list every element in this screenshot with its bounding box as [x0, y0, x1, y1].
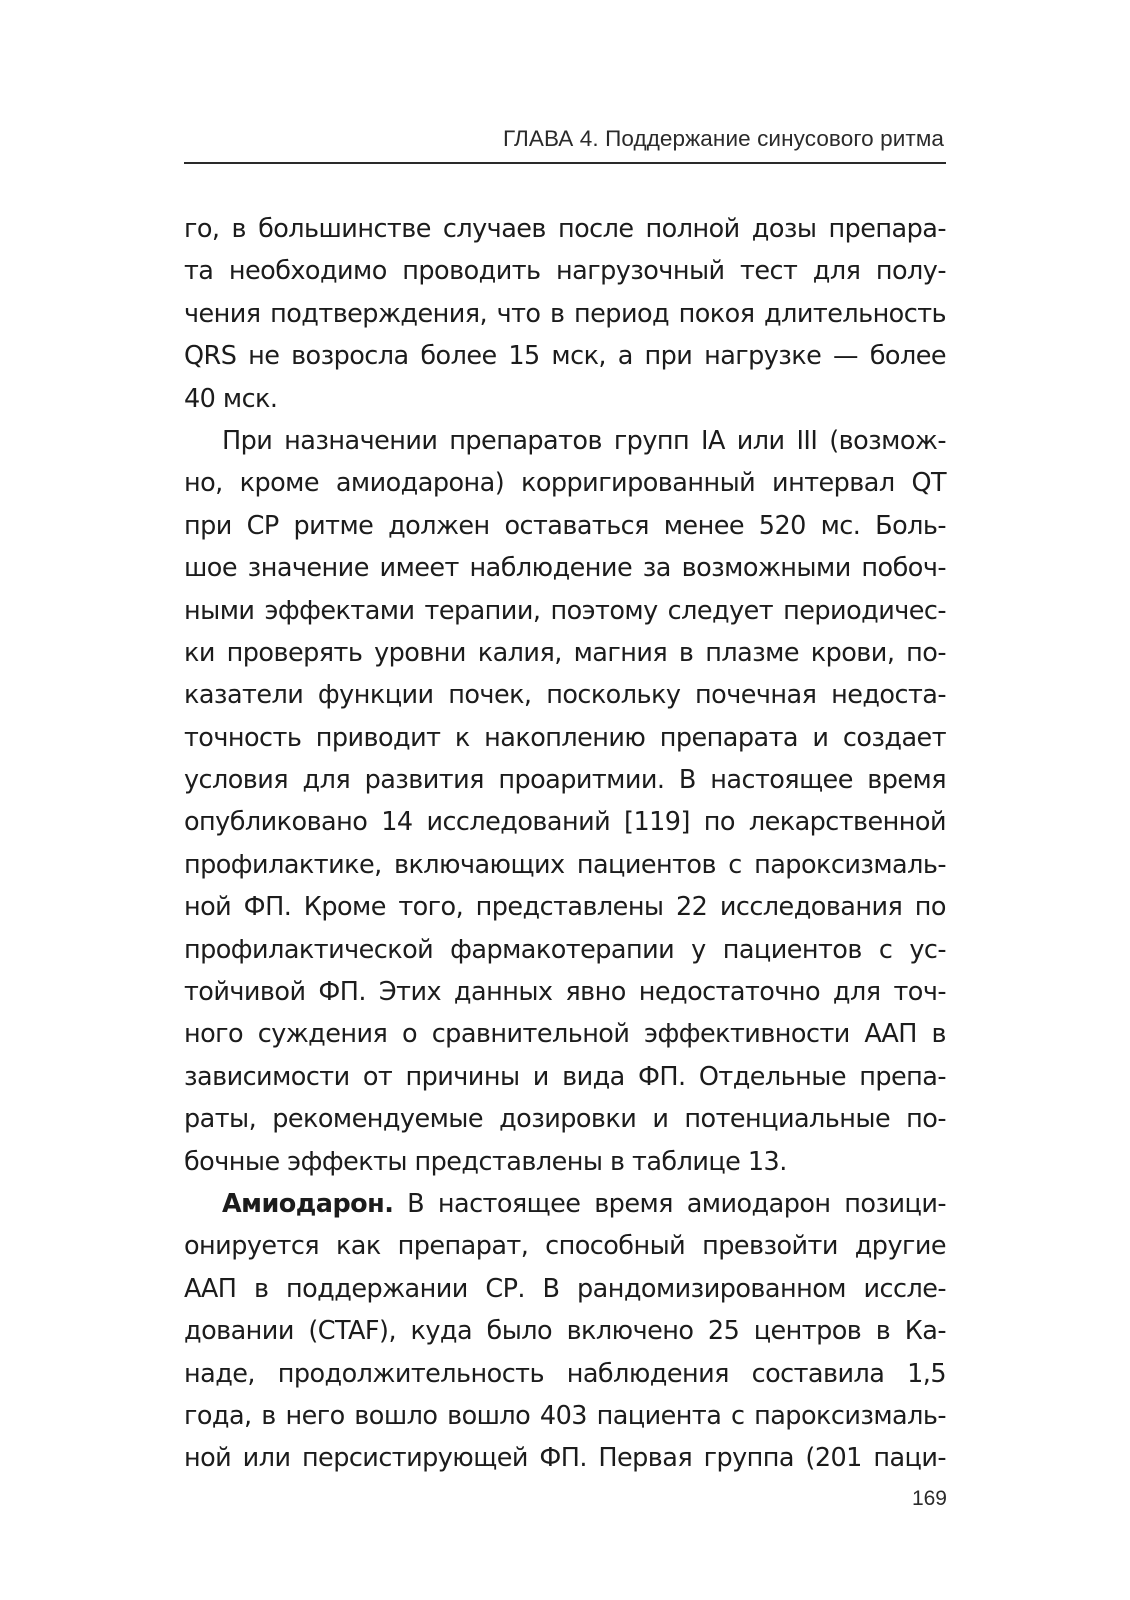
text-line: зависимости от причины и вида ФП. Отдельные препа-: [184, 1061, 946, 1092]
runin-heading: Амиодарон.: [222, 1188, 394, 1219]
text-line: профилактической фармакотерапии у пациентов с ус-: [184, 934, 946, 965]
text-line: ной ФП. Кроме того, представлены 22 исследования по: [184, 892, 946, 923]
text-line: года, в него вошло вошло 403 пациента с пароксизмаль-: [184, 1400, 946, 1431]
page-number: 169: [911, 1487, 947, 1510]
text-line: го, в большинстве случаев после полной дозы препара-: [184, 214, 946, 244]
text-line: профилактике, включающих пациентов с пароксизмаль-: [184, 849, 946, 880]
text-line: ААП в поддержании СР. В рандомизированном иссле-: [184, 1273, 946, 1304]
text-line: та необходимо проводить нагрузочный тест для полу-: [184, 256, 946, 287]
text-line: [184, 1183, 946, 1225]
body-text: [184, 208, 946, 1480]
text-line: ной или персистирующей ФП. Первая группа (201 паци-: [184, 1443, 946, 1474]
running-header: [184, 120, 946, 164]
text-line: ки проверять уровни калия, магния в плазме крови, по-: [184, 637, 946, 668]
text-span: В настоящее время амиодарон позици-: [393, 1188, 946, 1219]
text-line: казатели функции почек, поскольку почечная недоста-: [184, 680, 946, 711]
text-line: раты, рекомендуемые дозировки и потенциальные по-: [184, 1104, 946, 1135]
text-line: онируется как препарат, способный превзойти другие: [184, 1231, 946, 1262]
text-line: условия для развития проаритмии. В настоящее время: [184, 765, 946, 796]
text-line: чения подтверждения, что в период покоя длительность: [184, 298, 946, 329]
text-line: бочные эффекты представлены в таблице 13.: [184, 1146, 787, 1177]
text-line: шое значение имеет наблюдение за возможными побоч-: [184, 553, 946, 584]
text-line: довании (CTAF), куда было включено 25 центров в Ка-: [184, 1316, 946, 1347]
text-line: при СР ритме должен оставаться менее 520 мс. Боль-: [184, 510, 946, 541]
text-line: точность приводит к накоплению препарата и создает: [184, 722, 946, 753]
chapter-title: ГЛАВА 4. Поддержание синусового ритма: [502, 126, 944, 151]
text-line: ными эффектами терапии, поэтому следует периодичес-: [184, 595, 946, 626]
text-line: QRS не возросла более 15 мск, а при нагрузке — более: [184, 341, 946, 372]
text-line: ного суждения о сравнительной эффективности ААП в: [184, 1019, 946, 1050]
text-line: тойчивой ФП. Этих данных явно недостаточно для точ-: [184, 977, 946, 1008]
text-line: но, кроме амиодарона) корригированный интервал QT: [184, 468, 946, 499]
text-line: 40 мск.: [184, 383, 278, 414]
text-line: наде, продолжительность наблюдения составила 1,5: [184, 1358, 946, 1389]
text-line: При назначении препаратов групп IA или III (возмож-: [222, 425, 946, 456]
text-line: опубликовано 14 исследований [119] по лекарственной: [184, 807, 946, 838]
